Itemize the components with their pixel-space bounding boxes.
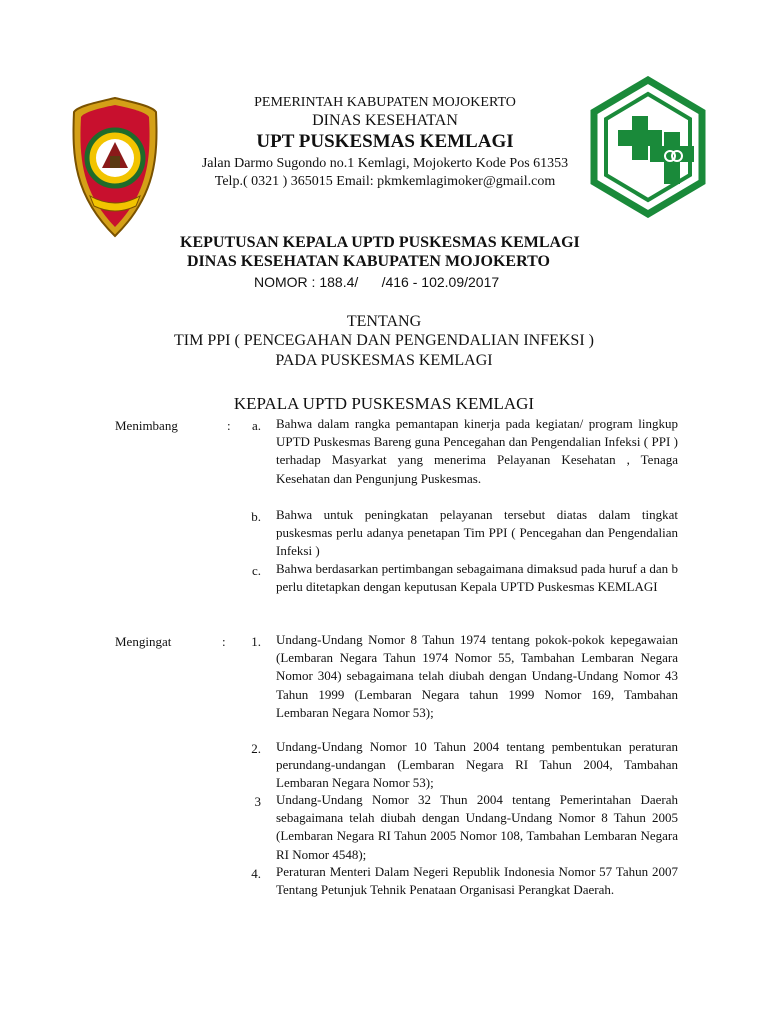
decree-title-line1: KEPUTUSAN KEPALA UPTD PUSKESMAS KEMLAGI	[180, 234, 580, 251]
mengingat-item-marker: 4.	[251, 866, 261, 881]
mengingat-item-marker: 3	[254, 794, 261, 809]
menimbang-item-text: Bahwa berdasarkan pertimbangan sebagaimana dimaksud pada huruf a dan b perlu ditetapkan dengan keputusan Kepala UPTD Puskesmas KEMLAGI	[276, 561, 678, 595]
issuer-heading: KEPALA UPTD PUSKESMAS KEMLAGI	[233, 394, 535, 413]
mengingat-item-text: Undang-Undang Nomor 8 Tahun 1974 tentang pokok-pokok kepegawaian (Lembaran Negara Tahun 1974 Nomor 55, Tambahan Lembaran Negara Nomor 304) sebagaimana telah diubah dengan Undang-Undang Nomor 43 Tahun 1999 (Lembaran Negara tahun 1999 Nomor 169, Tambahan Lembaran Negara Nomor 53);	[276, 632, 678, 720]
menimbang-item-text: Bahwa dalam rangka pemantapan kinerja pada kegiatan/ program lingkup UPTD Puskesmas Bareng guna Pencegahan dan Pengendalian Infeksi ( PPI ) terhadap Masyarkat yang menerima Pelayanan Kesehatan , Tenaga Kesehatan dan Pengunjung Puskesmas.	[276, 416, 678, 486]
menimbang-item-marker: b.	[251, 509, 261, 524]
menimbang-colon: :	[227, 418, 231, 433]
regency-coat-of-arms-logo	[72, 96, 158, 238]
subject-line1: TIM PPI ( PENCEGAHAN DAN PENGENDALIAN INFEKSI )	[174, 332, 594, 349]
mengingat-item-text: Undang-Undang Nomor 32 Thun 2004 tentang Pemerintahan Daerah sebagaimana telah diubah dengan Undang-Undang Nomor 8 Tahun 2005 (Lembaran Negara RI Tahun 2005 Nomor 108, Tambahan Lembaran Negara RI Nomor 4548);	[276, 792, 678, 862]
menimbang-item-marker: a.	[251, 418, 261, 433]
mengingat-item-text: Peraturan Menteri Dalam Negeri Republik Indonesia Nomor 57 Tahun 2007 Tentang Petunjuk Tehnik Penataan Organisasi Perangkat Daerah.	[276, 864, 678, 898]
letterhead-department: DINAS KESEHATAN	[312, 112, 458, 129]
decree-number: NOMOR : 188.4/ /416 - 102.09/2017	[254, 274, 500, 290]
mengingat-colon: :	[222, 634, 226, 649]
tentang-heading: TENTANG	[346, 313, 422, 330]
menimbang-item-text: Bahwa untuk peningkatan pelayanan tersebut diatas dalam tingkat puskesmas perlu adanya penetapan Tim PPI ( Pencegahan dan Pengendalian Infeksi )	[276, 507, 678, 559]
subject-line2: PADA PUSKESMAS KEMLAGI	[275, 352, 493, 369]
menimbang-label: Menimbang	[115, 418, 178, 433]
mengingat-item-marker: 2.	[251, 741, 261, 756]
letterhead-institution: UPT PUSKESMAS KEMLAGI	[256, 131, 514, 152]
mengingat-label: Mengingat	[115, 634, 172, 649]
letterhead-address: Jalan Darmo Sugondo no.1 Kemlagi, Mojokerto Kode Pos 61353	[201, 156, 569, 171]
menimbang-item-marker: c.	[251, 563, 261, 578]
mengingat-item-text: Undang-Undang Nomor 10 Tahun 2004 tentang pembentukan peraturan perundang-undangan (Lembaran Negara RI Tahun 2004, Tambahan Lembaran Negara Nomor 53);	[276, 739, 678, 791]
letterhead-government: PEMERINTAH KABUPATEN MOJOKERTO	[254, 95, 516, 110]
decree-title-line2: DINAS KESEHATAN KABUPATEN MOJOKERTO	[187, 253, 550, 270]
mengingat-item-marker: 1.	[251, 634, 261, 649]
letterhead-contact: Telp.( 0321 ) 365015 Email: pkmkemlagimoker@gmail.com	[214, 174, 556, 189]
